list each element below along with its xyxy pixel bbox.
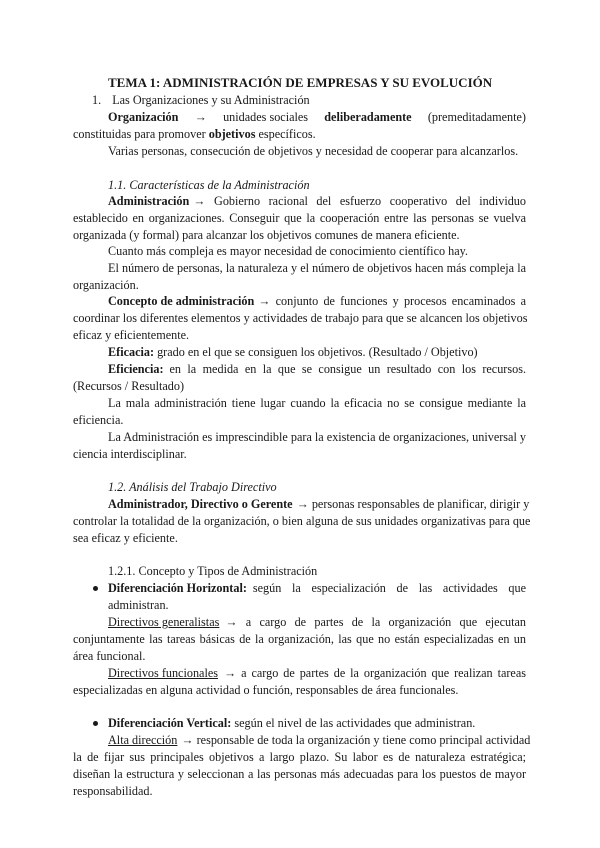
numero-personas-line1: El número de personas, la naturaleza y el número de objetivos hacen más compleja la xyxy=(108,261,526,275)
deliberadamente-term: deliberadamente xyxy=(324,110,412,124)
organizacion-term: Organización xyxy=(108,110,179,124)
generalistas-def: → a cargo de partes de la organización que ejecutan xyxy=(225,615,526,629)
alta-direccion-line2: la de fijar sus principales objetivos a largo plazo. Su labor es de naturaleza estratégica; xyxy=(73,750,526,764)
generalistas-line2: conjuntamente las tareas básicas de la organización, las que no están especializadas en un xyxy=(73,632,526,646)
section-1-title: Las Organizaciones y su Administración xyxy=(112,93,310,107)
eficacia-line xyxy=(108,344,478,361)
horizontal-term: Diferenciación Horizontal: xyxy=(108,581,247,595)
alta-direccion-def: → responsable de toda la organización y tiene como principal actividad xyxy=(181,733,531,747)
administracion-definition-line3: organizada (y formal) para alcanzar los objetivos comunes de manera eficiente. xyxy=(73,228,460,242)
varias-personas-text: Varias personas, consecución de objetivos y necesidad de cooperar para alcanzarlos. xyxy=(108,144,519,158)
alta-direccion-line4: responsabilidad. xyxy=(73,784,153,798)
mala-administracion-line1: La mala administración tiene lugar cuando la eficacia no se consigue mediante la xyxy=(108,396,526,410)
administracion-term: Administración xyxy=(108,194,190,208)
concepto-line3: eficaz y eficientemente. xyxy=(73,328,190,342)
administrador-line2: controlar la totalidad de la organización, o bien alguna de sus unidades organizativas para que xyxy=(73,514,531,528)
horizontal-line2: administran. xyxy=(108,598,169,612)
vertical-term: Diferenciación Vertical: xyxy=(108,716,232,730)
administrador-term: Administrador, Directivo o Gerente xyxy=(108,497,293,511)
eficacia-term: Eficacia: xyxy=(108,345,155,359)
section-1-heading xyxy=(92,92,310,109)
funcionales-line1 xyxy=(108,665,526,682)
generalistas-line1 xyxy=(108,614,526,631)
generalistas-term: Directivos generalistas xyxy=(108,615,220,629)
horizontal-def: según la especialización de las actividades que xyxy=(252,581,526,595)
imprescindible-line2: ciencia interdisciplinar. xyxy=(73,447,187,461)
eficiencia-line1 xyxy=(108,361,526,378)
administrador-def: → personas responsables de planificar, dirigir y xyxy=(296,497,530,511)
eficiencia-def: en la medida en la que se consigue un resultado con los recursos. xyxy=(169,362,526,376)
organizacion-def-a: unidades sociales xyxy=(223,110,309,124)
administrador-line3: sea eficaz y eficiente. xyxy=(73,531,178,545)
horizontal-line1 xyxy=(108,580,526,597)
objetivos-term: objetivos xyxy=(208,127,256,141)
bullet-icon xyxy=(93,586,98,591)
document-title: TEMA 1: ADMINISTRACIÓN DE EMPRESAS Y SU EVOLUCIÓN xyxy=(108,75,493,90)
eficiencia-line2: (Recursos / Resultado) xyxy=(73,379,185,393)
funcionales-def: → a cargo de partes de la organización que realizan tareas xyxy=(224,666,526,680)
vertical-line xyxy=(108,715,475,732)
arrow-symbol: → xyxy=(194,110,207,124)
concepto-line2: coordinar los diferentes elementos y actividades de trabajo para que se alcancen los objetivos xyxy=(73,311,528,325)
organizacion-line2-end: específicos. xyxy=(258,127,316,141)
mala-administracion-line2: eficiencia. xyxy=(73,413,124,427)
organizacion-line2-text: constituidas para promover xyxy=(73,127,206,141)
administracion-definition-line2: establecido en organizaciones. Conseguir que la cooperación entre las personas se vuelva xyxy=(73,211,526,225)
compleja-text: Cuanto más compleja es mayor necesidad de conocimiento científico hay. xyxy=(108,244,468,258)
numero-personas-line2: organización. xyxy=(73,278,139,292)
concepto-def-text: → conjunto de funciones y procesos encaminados a xyxy=(258,294,526,308)
section-1-2-1-heading: 1.2.1. Concepto y Tipos de Administración xyxy=(108,564,318,578)
imprescindible-line1: La Administración es imprescindible para la existencia de organizaciones, universal y xyxy=(108,430,526,444)
administracion-definition-line1 xyxy=(108,193,526,210)
alta-direccion-line3: diseñan la estructura y seleccionan a las personas más adecuadas para los puestos de mayor xyxy=(73,767,526,781)
organizacion-definition-line1 xyxy=(108,109,526,126)
eficacia-def: grado en el que se consiguen los objetivos. (Resultado / Objetivo) xyxy=(157,345,478,359)
alta-direccion-line1 xyxy=(108,732,531,749)
administracion-def-text: → Gobierno racional del esfuerzo cooperativo del individuo xyxy=(193,194,526,208)
organizacion-def-b: (premeditadamente) xyxy=(427,110,526,124)
section-1-2-heading: 1.2. Análisis del Trabajo Directivo xyxy=(108,480,277,494)
alta-direccion-term: Alta dirección xyxy=(108,733,178,747)
organizacion-definition-line2 xyxy=(73,126,316,143)
section-1-1-heading: 1.1. Características de la Administración xyxy=(108,178,310,192)
funcionales-line2: especializadas en alguna actividad o función, responsables de área funcionales. xyxy=(73,683,459,697)
generalistas-line3: área funcional. xyxy=(73,649,146,663)
funcionales-term: Directivos funcionales xyxy=(108,666,218,680)
concepto-term: Concepto de administración xyxy=(108,294,255,308)
vertical-def: según el nivel de las actividades que administran. xyxy=(234,716,476,730)
eficiencia-term: Eficiencia: xyxy=(108,362,164,376)
concepto-line1 xyxy=(108,293,526,310)
bullet-icon xyxy=(93,721,98,726)
administrador-line1 xyxy=(108,496,530,513)
section-1-number: 1. xyxy=(92,93,102,107)
